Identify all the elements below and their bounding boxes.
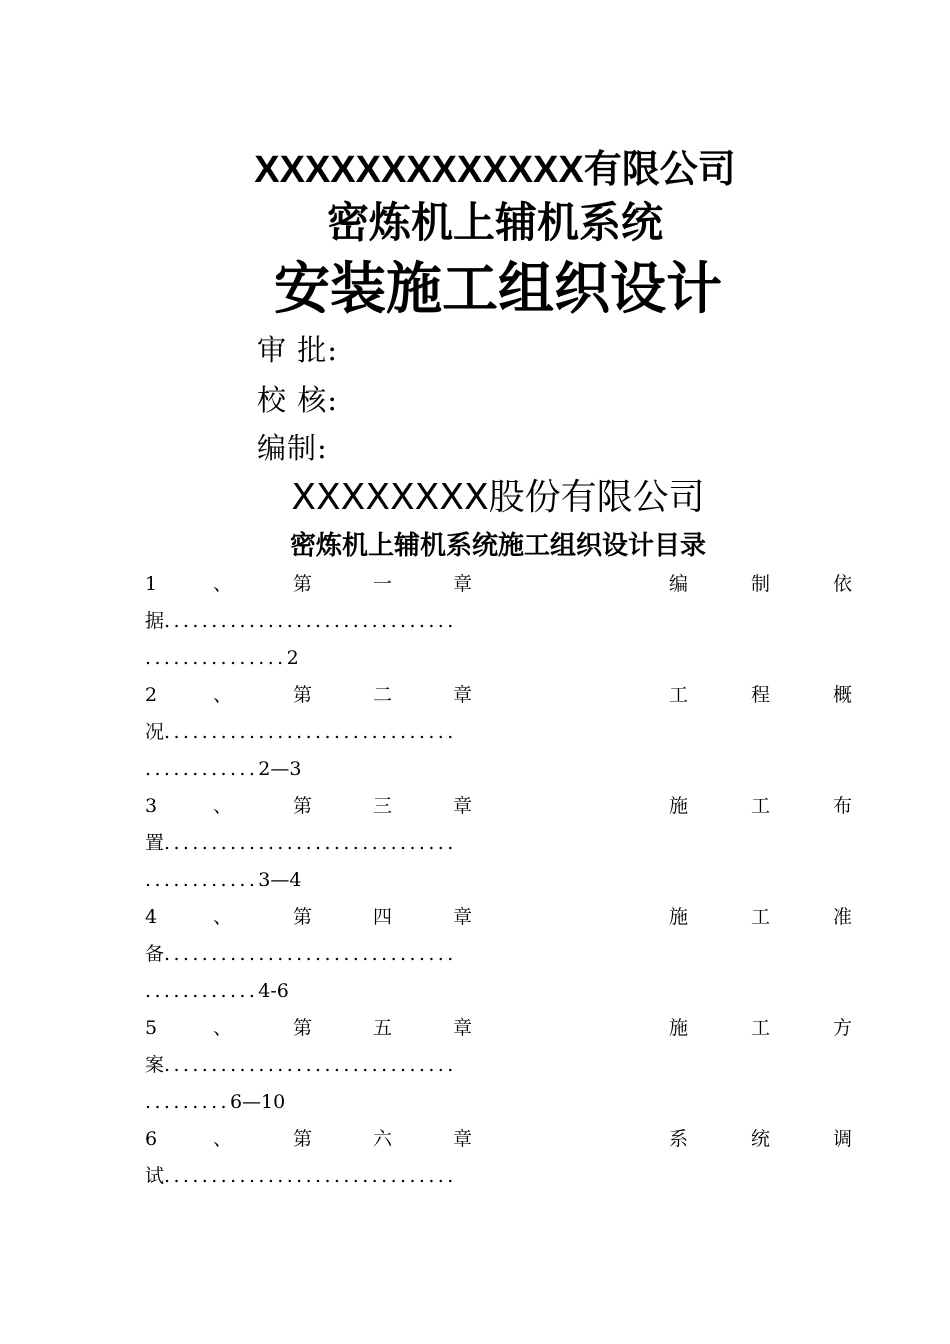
toc-entry xyxy=(145,1010,857,1121)
toc-entry-pages xyxy=(145,862,857,899)
dot-leader: ............ xyxy=(145,980,259,1002)
chapter-title-char: 系 xyxy=(669,1128,689,1150)
toc-entry-leader xyxy=(145,1047,857,1084)
toc-entry-heading xyxy=(145,1121,857,1158)
dot-leader: ............... xyxy=(145,647,287,669)
toc-entry xyxy=(145,677,857,788)
chapter-title-char: 工 xyxy=(751,795,771,817)
page-range: 2 xyxy=(286,647,299,669)
chapter-title-char: 工 xyxy=(669,684,689,706)
chapter-title-char: 制 xyxy=(751,573,771,595)
chapter-title-char: 概 xyxy=(833,684,853,706)
dot-leader: ............ xyxy=(145,869,259,891)
dot-leader: ............................... xyxy=(164,610,457,632)
toc-entry-pages xyxy=(145,751,857,788)
chapter-suffix: 章 xyxy=(453,906,473,928)
chapter-title-char: 试 xyxy=(145,1165,165,1187)
chapter-number: 2 xyxy=(145,684,158,706)
chapter-prefix: 第 xyxy=(293,906,313,928)
toc-entry-leader xyxy=(145,936,857,973)
chapter-title-char: 方 xyxy=(833,1017,853,1039)
dot-leader: ............................... xyxy=(164,1165,457,1187)
chapter-title-char: 工 xyxy=(751,906,771,928)
page-range: 3—4 xyxy=(258,869,302,891)
toc-entry xyxy=(145,788,857,899)
separator: 、 xyxy=(213,795,233,817)
toc-entry-pages xyxy=(145,640,857,677)
chapter-prefix: 第 xyxy=(293,795,313,817)
chapter-ordinal: 六 xyxy=(373,1128,393,1150)
chapter-suffix: 章 xyxy=(453,795,473,817)
chapter-title-char: 调 xyxy=(833,1128,853,1150)
chapter-ordinal: 五 xyxy=(373,1017,393,1039)
company-name-heading: XXXXXXXXXXXXX有限公司 xyxy=(254,149,736,191)
dot-leader: ............................... xyxy=(164,943,457,965)
toc-entry-pages xyxy=(145,1084,857,1121)
chapter-title-char: 依 xyxy=(833,573,853,595)
chapter-suffix: 章 xyxy=(453,573,473,595)
toc-title: 密炼机上辅机系统施工组织设计目录 xyxy=(289,531,706,561)
separator: 、 xyxy=(213,1017,233,1039)
chapter-number: 6 xyxy=(145,1128,158,1150)
chapter-title-char: 案 xyxy=(145,1054,165,1076)
system-name-heading: 密炼机上辅机系统 xyxy=(326,198,663,247)
toc-entry-heading xyxy=(145,677,857,714)
separator: 、 xyxy=(213,1128,233,1150)
chapter-title-char: 程 xyxy=(751,684,771,706)
page-range: 2—3 xyxy=(258,758,302,780)
page-range: 6—10 xyxy=(229,1091,286,1113)
dot-leader: ............ xyxy=(145,758,259,780)
separator: 、 xyxy=(213,906,233,928)
chapter-number: 4 xyxy=(145,906,158,928)
chapter-title-char: 编 xyxy=(669,573,689,595)
chapter-number: 5 xyxy=(145,1017,158,1039)
chapter-title-char: 布 xyxy=(833,795,853,817)
chapter-prefix: 第 xyxy=(293,573,313,595)
chapter-title-char: 统 xyxy=(751,1128,771,1150)
document-title: 安装施工组织设计 xyxy=(274,257,722,322)
chapter-number: 1 xyxy=(145,573,158,595)
chapter-suffix: 章 xyxy=(453,684,473,706)
dot-leader: ............................... xyxy=(164,832,457,854)
page-range: 4-6 xyxy=(258,980,289,1002)
chapter-suffix: 章 xyxy=(453,1128,473,1150)
chapter-title-char: 置 xyxy=(145,832,165,854)
chapter-title-char: 准 xyxy=(833,906,853,928)
toc-entry-heading xyxy=(145,566,857,603)
chapter-title-char: 况 xyxy=(145,721,165,743)
dot-leader: ......... xyxy=(145,1091,230,1113)
toc-entry xyxy=(145,1121,857,1232)
toc-entry-heading xyxy=(145,788,857,825)
toc-entry xyxy=(145,899,857,1010)
toc-entry xyxy=(145,566,857,677)
separator: 、 xyxy=(213,684,233,706)
chapter-prefix: 第 xyxy=(293,1128,313,1150)
table-of-contents xyxy=(145,566,857,1232)
chapter-title-char: 施 xyxy=(669,795,689,817)
chapter-title-char: 备 xyxy=(145,943,165,965)
toc-entry-pages xyxy=(145,973,857,1010)
toc-entry-leader xyxy=(145,825,857,862)
separator: 、 xyxy=(213,573,233,595)
chapter-title-char: 据 xyxy=(145,610,165,632)
approve-label: 审 批: xyxy=(257,333,338,367)
toc-entry-heading xyxy=(145,899,857,936)
chapter-ordinal: 一 xyxy=(373,573,393,595)
toc-entry-leader xyxy=(145,714,857,751)
issuer-company: XXXXXXXX股份有限公司 xyxy=(291,477,705,518)
chapter-title-char: 工 xyxy=(751,1017,771,1039)
dot-leader: ............................... xyxy=(164,721,457,743)
toc-entry-leader xyxy=(145,1158,857,1195)
toc-entry-leader xyxy=(145,603,857,640)
chapter-title-char: 施 xyxy=(669,906,689,928)
chapter-title-char: 施 xyxy=(669,1017,689,1039)
chapter-number: 3 xyxy=(145,795,158,817)
dot-leader: ............................... xyxy=(164,1054,457,1076)
chapter-suffix: 章 xyxy=(453,1017,473,1039)
chapter-ordinal: 三 xyxy=(373,795,393,817)
prepare-label: 编制: xyxy=(257,431,328,465)
toc-entry-heading xyxy=(145,1010,857,1047)
chapter-prefix: 第 xyxy=(293,1017,313,1039)
check-label: 校 核: xyxy=(257,383,338,417)
chapter-ordinal: 二 xyxy=(373,684,393,706)
chapter-prefix: 第 xyxy=(293,684,313,706)
chapter-ordinal: 四 xyxy=(373,906,393,928)
